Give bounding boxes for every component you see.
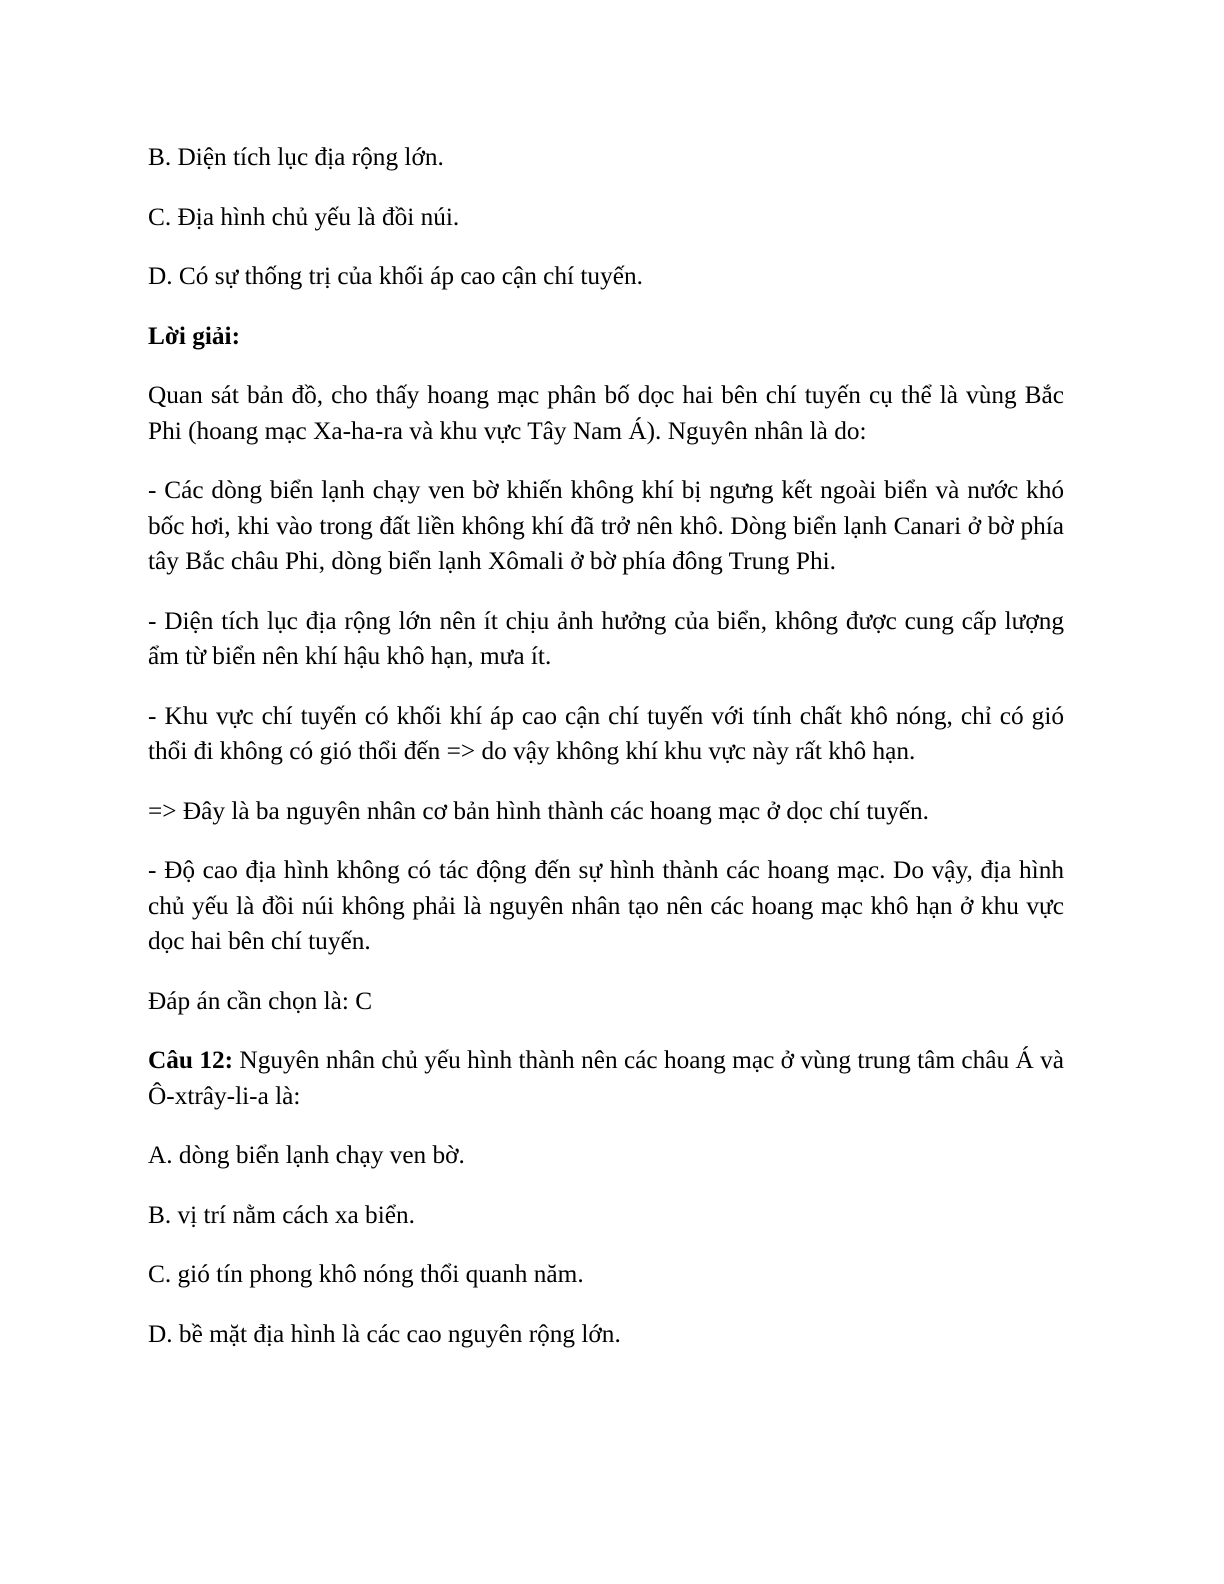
solution-paragraph-intro: Quan sát bản đồ, cho thấy hoang mạc phân bố dọc hai bên chí tuyến cụ thể là vùng Bắc Phi (hoang mạc Xa-ha-ra và khu vực Tây Nam Á). Nguyên nhân là do:	[148, 381, 1064, 445]
solution-paragraph-terrain: - Độ cao địa hình không có tác động đến sự hình thành các hoang mạc. Do vậy, địa hình chủ yếu là đồi núi không phải là nguyên nhân tạo nên các hoang mạc khô hạn ở khu vực dọc hai bên chí tuyến.	[148, 856, 1064, 955]
option-d-prev: D. Có sự thống trị của khối áp cao cận chí tuyến.	[148, 262, 643, 290]
option-c-prev: C. Địa hình chủ yếu là đồi núi.	[148, 202, 460, 231]
question-12-label: Câu 12:	[148, 1046, 234, 1074]
option-b-prev: B. Diện tích lục địa rộng lớn.	[148, 143, 444, 171]
question-12-option-a: A. dòng biển lạnh chạy ven bờ.	[148, 1141, 465, 1169]
question-12-option-d: D. bề mặt địa hình là các cao nguyên rộng lớn.	[148, 1319, 621, 1348]
answer-line: Đáp án cần chọn là: C	[148, 986, 373, 1015]
document-page	[148, 140, 1064, 1376]
question-12-text: Nguyên nhân chủ yếu hình thành nên các hoang mạc ở vùng trung tâm châu Á và Ô-xtrây-li-a là:	[148, 1046, 1065, 1110]
question-12-option-b: B. vị trí nằm cách xa biển.	[148, 1200, 415, 1229]
question-12-option-c: C. gió tín phong khô nóng thổi quanh năm.	[148, 1260, 584, 1288]
solution-paragraph-continent-size: - Diện tích lục địa rộng lớn nên ít chịu ảnh hưởng của biển, không được cung cấp lượng ẩm từ biển nên khí hậu khô hạn, mưa ít.	[148, 606, 1064, 670]
solution-heading: Lời giải:	[148, 321, 241, 350]
solution-paragraph-cold-currents: - Các dòng biển lạnh chạy ven bờ khiến không khí bị ngưng kết ngoài biển và nước khó bốc hơi, khi vào trong đất liền không khí đã trở nên khô. Dòng biển lạnh Canari ở bờ phía tây Bắc châu Phi, dòng biển lạnh Xômali ở bờ phía đông Trung Phi.	[148, 476, 1064, 575]
solution-paragraph-high-pressure: - Khu vực chí tuyến có khối khí áp cao cận chí tuyến với tính chất khô nóng, chỉ có gió thổi đi không có gió thổi đến => do vậy không khí khu vực này rất khô hạn.	[148, 701, 1064, 765]
question-12	[148, 1043, 1064, 1114]
solution-paragraph-conclusion: => Đây là ba nguyên nhân cơ bản hình thành các hoang mạc ở dọc chí tuyến.	[148, 796, 929, 825]
